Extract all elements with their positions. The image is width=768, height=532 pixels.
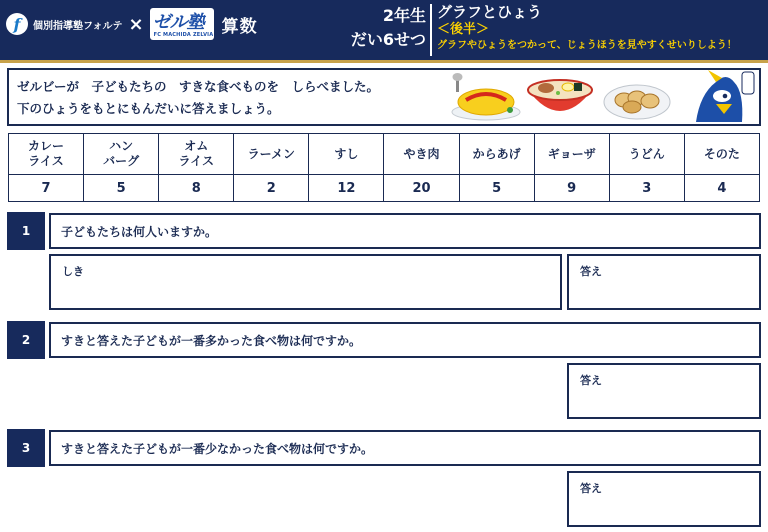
favorite-food-table xyxy=(8,133,760,202)
chashu xyxy=(538,83,554,93)
answer-label: 答え xyxy=(580,374,602,387)
header-divider xyxy=(430,4,432,56)
question-1-work-box[interactable] xyxy=(49,254,562,310)
food-name-line: バーグ xyxy=(103,154,140,168)
food-name-line: カレー xyxy=(28,139,65,153)
question-1-number: 1 xyxy=(7,212,45,250)
worksheet-header xyxy=(0,0,768,60)
food-name-line: ライス xyxy=(178,154,214,168)
intro-box xyxy=(7,68,761,126)
question-3-number: 3 xyxy=(7,429,45,467)
zel-juku-logo xyxy=(150,8,214,40)
omurice-illustration xyxy=(446,72,522,122)
food-count-cell: 5 xyxy=(459,175,534,202)
intro-line-1: ゼルビーが 子どもたちの すきな食べものを しらべました。 xyxy=(17,79,380,94)
question-1-answer-box[interactable] xyxy=(567,254,761,310)
question-3-text: すきと答えた子どもが一番少なかった食べ物は何ですか。 xyxy=(49,430,761,466)
answer-label: 答え xyxy=(580,482,602,495)
food-count-cell: 9 xyxy=(534,175,609,202)
mascot-face xyxy=(713,90,731,102)
food-header-cell xyxy=(234,134,309,175)
unit-goal: グラフやひょうをつかって、じょうほうを見やすくせいりしよう！ xyxy=(437,40,737,51)
question-2-text: すきと答えた子どもが一番多かった食べ物は何ですか。 xyxy=(49,322,761,358)
zel-logo-text: ゼル塾 xyxy=(152,12,204,33)
food-header-cell xyxy=(684,134,759,175)
food-count-cell: 4 xyxy=(684,175,759,202)
work-label: しき xyxy=(62,265,84,278)
food-header-cell xyxy=(459,134,534,175)
gyoza-4 xyxy=(623,101,641,113)
food-name-line: ギョーザ xyxy=(547,146,596,161)
grade-label: 2年生 xyxy=(382,6,426,25)
food-name-line: ライス xyxy=(28,154,64,168)
unit-part: ＜後半＞ xyxy=(437,22,490,37)
food-header-cell xyxy=(9,134,84,175)
food-header-cell xyxy=(309,134,384,175)
grade-block xyxy=(340,4,426,52)
brand-name: 個別指導塾フォルテ xyxy=(33,20,123,32)
subject-label: 算数 xyxy=(221,16,258,37)
broth xyxy=(528,80,592,100)
food-name-line: ラーメン xyxy=(247,146,296,161)
food-name-line: そのた xyxy=(703,146,740,161)
question-3-answer-box[interactable] xyxy=(567,471,761,527)
intro-line-2: 下のひょうをもとにもんだいに答えましょう。 xyxy=(17,101,280,116)
food-count-cell: 20 xyxy=(384,175,459,202)
unit-title: グラフとひょう xyxy=(437,3,543,21)
food-header-cell xyxy=(159,134,234,175)
food-name-line: やき肉 xyxy=(403,146,440,161)
food-name-line: うどん xyxy=(628,146,665,161)
spoon-bowl xyxy=(453,73,463,81)
mascot-eye xyxy=(723,94,728,99)
gyoza-3 xyxy=(641,94,659,108)
food-name-line: オム xyxy=(184,139,209,153)
question-2-number: 2 xyxy=(7,321,45,359)
brand-area xyxy=(6,8,258,40)
food-count-cell: 2 xyxy=(234,175,309,202)
collab-cross: × xyxy=(128,13,144,35)
food-header-cell xyxy=(384,134,459,175)
food-header-cell xyxy=(534,134,609,175)
negi xyxy=(556,91,560,95)
food-count-cell: 8 xyxy=(159,175,234,202)
header-gold-rule xyxy=(0,60,768,63)
food-count-cell: 3 xyxy=(609,175,684,202)
gyoza-illustration xyxy=(602,74,672,122)
food-header-row xyxy=(9,134,760,175)
answer-label: 答え xyxy=(580,265,602,278)
question-2-answer-box[interactable] xyxy=(567,363,761,419)
lesson-label: だい6せつ xyxy=(350,30,426,49)
mascot-speech-bubble xyxy=(742,72,754,94)
unit-block xyxy=(437,3,767,53)
food-count-cell: 5 xyxy=(84,175,159,202)
zel-logo-subtext: FC MACHIDA ZELVIA xyxy=(153,32,214,38)
food-count-row xyxy=(9,175,760,202)
zelvie-mascot-illustration xyxy=(686,68,758,126)
egg xyxy=(562,83,574,91)
food-header-cell xyxy=(609,134,684,175)
food-name-line: からあげ xyxy=(472,146,521,161)
nori xyxy=(574,83,582,91)
food-name-line: すし xyxy=(334,146,359,161)
food-count-cell: 7 xyxy=(9,175,84,202)
garnish xyxy=(507,107,513,113)
ramen-illustration xyxy=(524,72,596,124)
intro-text xyxy=(17,76,379,120)
forte-logo-icon: f xyxy=(6,13,28,35)
food-name-line: ハン xyxy=(109,139,134,153)
food-header-cell xyxy=(84,134,159,175)
food-count-cell: 12 xyxy=(309,175,384,202)
question-1-text: 子どもたちは何人いますか。 xyxy=(49,213,761,249)
